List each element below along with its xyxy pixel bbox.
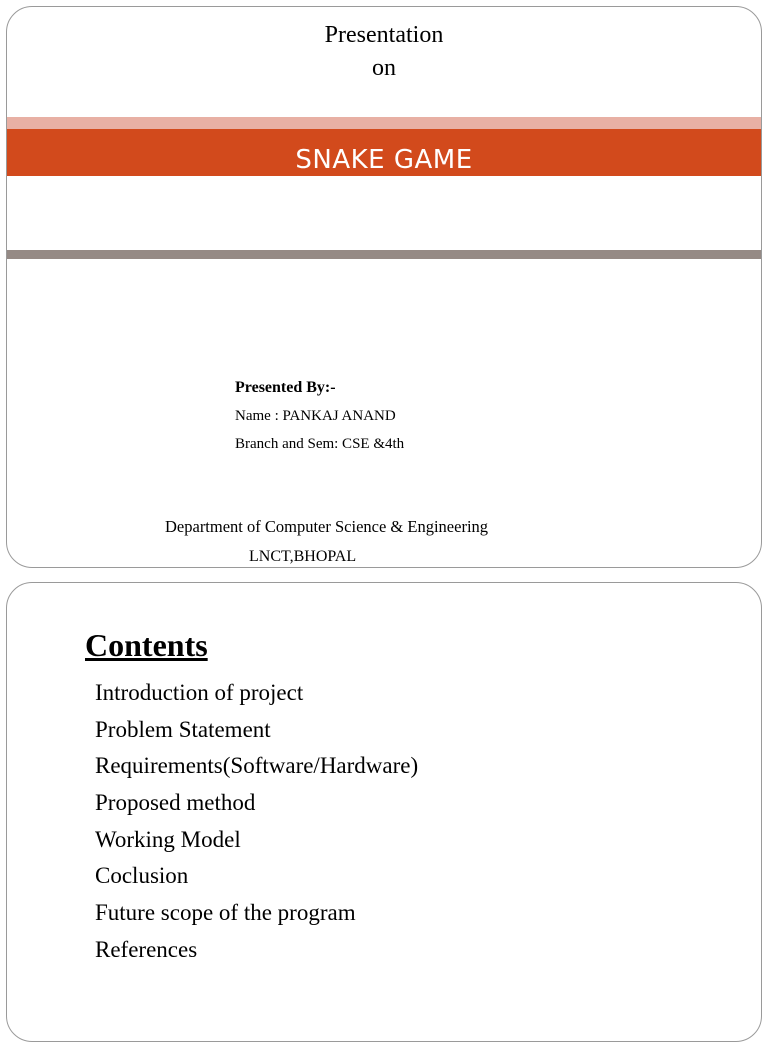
- contents-heading: Contents: [85, 627, 208, 663]
- department-name: Department of Computer Science & Engineering: [165, 517, 489, 536]
- presenter-name: Name : PANKAJ ANAND: [235, 408, 396, 424]
- list-item: Proposed method: [95, 790, 256, 816]
- slide-title: SNAKE GAME: [295, 145, 473, 175]
- presentation-label: Presentation: [324, 22, 444, 48]
- accent-band-light: [7, 117, 761, 129]
- branch-sem: Branch and Sem: CSE &4th: [235, 436, 405, 452]
- college-name: LNCT,BHOPAL: [249, 548, 357, 565]
- list-item: Working Model: [95, 826, 241, 852]
- list-item: Introduction of project: [95, 680, 304, 705]
- contents-list: [95, 675, 418, 969]
- list-item: Requirements(Software/Hardware): [95, 753, 419, 779]
- list-item: Problem Statement: [95, 716, 271, 742]
- list-item: Coclusion: [95, 863, 189, 889]
- presented-by-label: Presented By:-: [235, 379, 336, 396]
- divider-band: [7, 250, 761, 259]
- on-label: on: [372, 55, 396, 81]
- title-slide: [6, 6, 762, 568]
- list-item: Future scope of the program: [95, 900, 356, 926]
- list-item: References: [95, 936, 198, 962]
- contents-slide: [6, 582, 762, 1042]
